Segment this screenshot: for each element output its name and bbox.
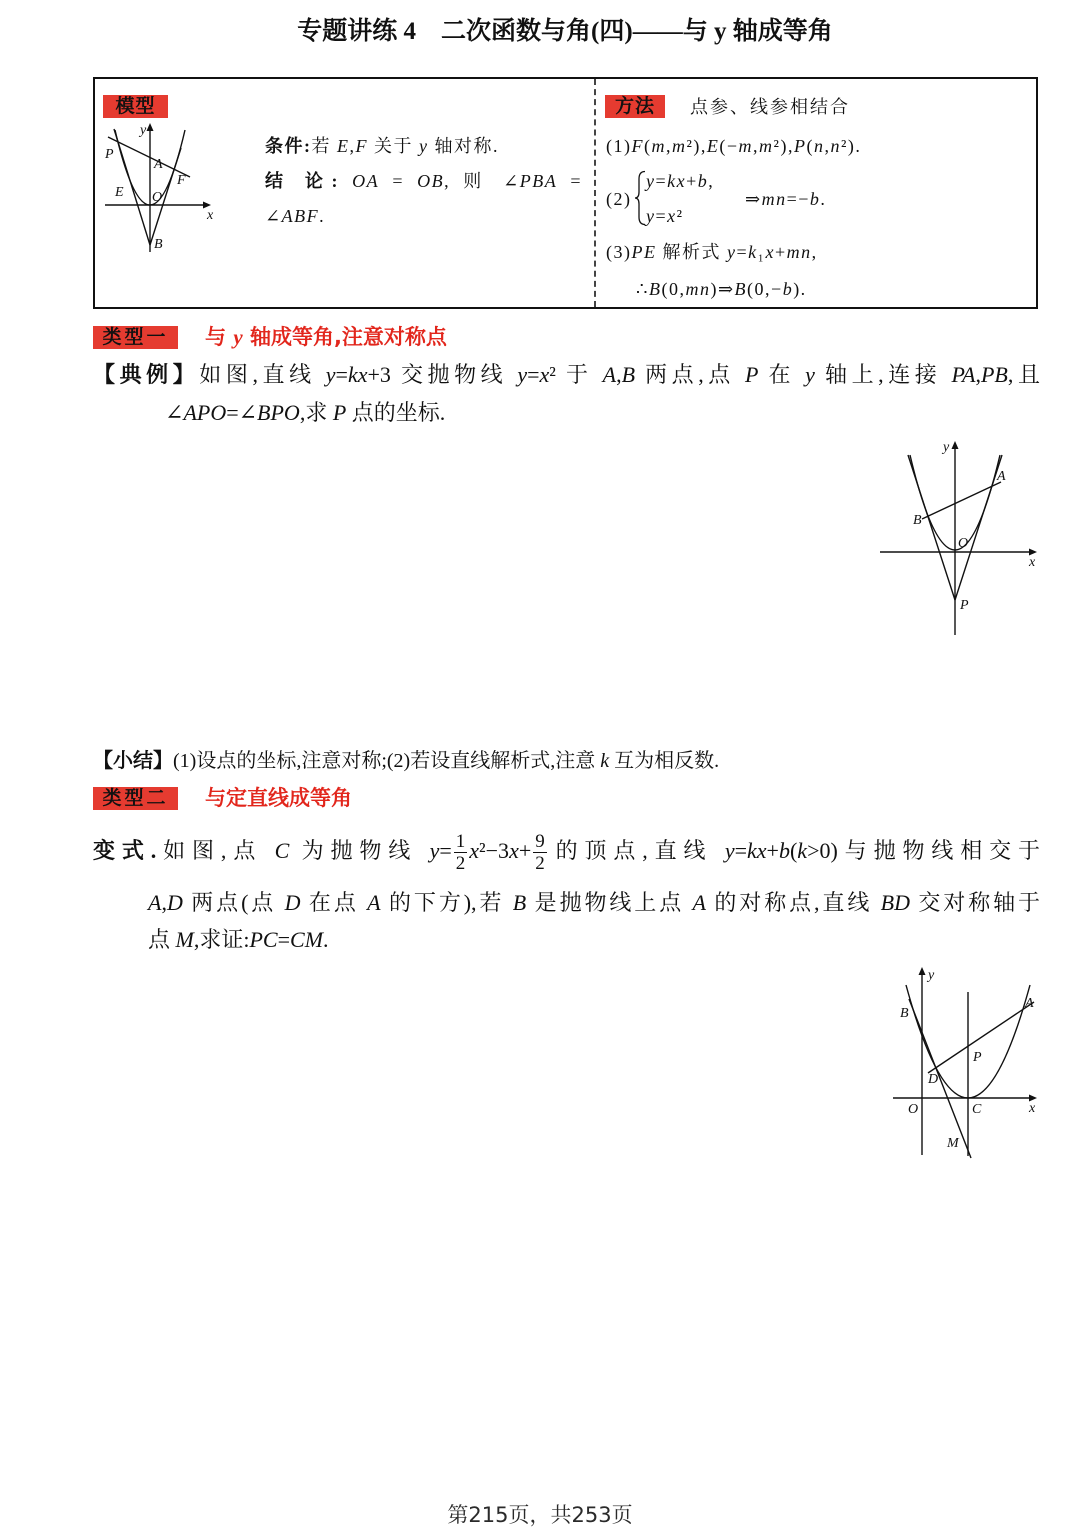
y-axis-arrow bbox=[147, 123, 154, 131]
fraction-2-denominator: 2 bbox=[535, 853, 545, 875]
conclusion-text-1: OA = OB, 则 ∠PBA = bbox=[352, 171, 583, 191]
line-bm bbox=[909, 999, 971, 1158]
example-figure bbox=[876, 436, 1042, 638]
origin-label: O bbox=[958, 536, 969, 551]
page-footer: 第215页，共253页 bbox=[447, 1503, 633, 1527]
summary-text: (1)设点的坐标,注意对称;(2)若设直线解析式,注意 k 互为相反数. bbox=[173, 750, 720, 772]
model-method-box bbox=[93, 77, 1038, 309]
method-step-4: ∴B(0,mn)⇒B(0,−b). bbox=[636, 279, 807, 299]
origin-label: O bbox=[152, 190, 163, 205]
equation-system-brace bbox=[634, 170, 646, 226]
point-m-label: M bbox=[947, 1136, 959, 1151]
method-tag: 方法 bbox=[605, 95, 665, 118]
method-step-2-eq1: y=kx+b, bbox=[646, 171, 715, 191]
point-b-label: B bbox=[154, 237, 163, 252]
fraction-1-numerator: 1 bbox=[455, 831, 466, 853]
type1-heading: 与 y 轴成等角,注意对称点 bbox=[205, 325, 447, 349]
point-a-label: A bbox=[154, 157, 163, 172]
type1-tag: 类型一 bbox=[93, 326, 178, 349]
fraction-2-numerator: 9 bbox=[535, 831, 545, 853]
summary-label: 【小结】 bbox=[93, 750, 173, 772]
point-b-label: B bbox=[900, 1006, 909, 1021]
line-ab bbox=[922, 482, 1001, 519]
point-f-label: F bbox=[177, 173, 186, 188]
variant-figure bbox=[888, 962, 1040, 1160]
example-text-1: 如图,直线 y=kx+3 交抛物线 y=x² 于 A,B 两点,点 P 在 y 轴上,连接 PA,PB,且 bbox=[199, 362, 1040, 387]
box-divider bbox=[594, 79, 596, 307]
method-step-2-result: ⇒mn=−b. bbox=[745, 189, 827, 209]
point-b-label: B bbox=[913, 513, 922, 528]
type2-heading: 与定直线成等角 bbox=[205, 786, 352, 810]
model-figure bbox=[98, 118, 228, 258]
line-pa bbox=[955, 455, 1002, 600]
variant-text-1c: 的顶点,直线 y=kx+b(k>0)与抛物线相交于 bbox=[548, 838, 1040, 863]
point-e-label: E bbox=[115, 185, 124, 200]
y-axis-label: y bbox=[140, 123, 147, 138]
point-c-label: C bbox=[972, 1102, 982, 1117]
origin-label: O bbox=[908, 1102, 919, 1117]
method-step-1: (1)F(m,m²),E(−m,m²),P(n,n²). bbox=[606, 136, 862, 156]
fraction-1-denominator: 2 bbox=[455, 853, 466, 875]
type2-tag: 类型二 bbox=[93, 787, 178, 810]
variant-text-1a: 如图,点 C 为抛物线 y= bbox=[156, 838, 452, 863]
example-line-2: ∠APO=∠BPO,求 P 点的坐标. bbox=[165, 400, 446, 425]
model-conclusion-line2: ∠ABF. bbox=[265, 206, 326, 226]
point-d-label: D bbox=[928, 1072, 939, 1087]
y-axis-arrow bbox=[919, 967, 926, 975]
summary-line bbox=[93, 748, 719, 774]
fraction-nine-halves bbox=[533, 831, 547, 874]
y-axis-arrow bbox=[952, 441, 959, 449]
method-step-2-eq2: y=x² bbox=[646, 206, 684, 226]
model-conclusion-line1 bbox=[265, 169, 582, 193]
point-p-label: P bbox=[960, 598, 969, 613]
example-line-1 bbox=[93, 361, 1040, 389]
point-p-label: P bbox=[973, 1050, 982, 1065]
method-title: 点参、线参相结合 bbox=[690, 97, 850, 117]
point-a-label: A bbox=[997, 469, 1006, 484]
variant-text-1b: x²−3x+ bbox=[469, 838, 532, 863]
x-axis-label: x bbox=[1029, 555, 1036, 570]
variant-line-1 bbox=[93, 827, 1040, 875]
variant-line-3: 点 M,求证:PC=CM. bbox=[148, 927, 329, 952]
y-axis-label: y bbox=[943, 440, 950, 455]
condition-text: 若 E,F 关于 y 轴对称. bbox=[311, 136, 499, 156]
variant-line-2: A,D 两点(点 D 在点 A 的下方),若 B 是抛物线上点 A 的对称点,直线 BD 交对称轴于 bbox=[148, 890, 1041, 915]
method-step-2-label: (2) bbox=[606, 189, 632, 209]
point-p-label: P bbox=[105, 147, 114, 162]
page-title: 专题讲练 4 二次函数与角(四)——与 y 轴成等角 bbox=[297, 18, 833, 45]
x-axis-label: x bbox=[207, 208, 214, 223]
variant-label: 变式. bbox=[93, 838, 157, 863]
example-label: 【典例】 bbox=[93, 362, 200, 387]
fraction-one-half bbox=[454, 831, 468, 874]
condition-label: 条件: bbox=[265, 136, 312, 156]
conclusion-label: 结 论: bbox=[265, 171, 339, 191]
point-a-label: A bbox=[1025, 996, 1034, 1011]
model-tag: 模型 bbox=[103, 95, 168, 118]
y-axis-label: y bbox=[928, 968, 935, 983]
x-axis-label: x bbox=[1029, 1101, 1036, 1116]
method-step-3: (3)PE 解析式 y=k₁x+mn, bbox=[606, 242, 818, 262]
model-condition bbox=[265, 134, 499, 158]
